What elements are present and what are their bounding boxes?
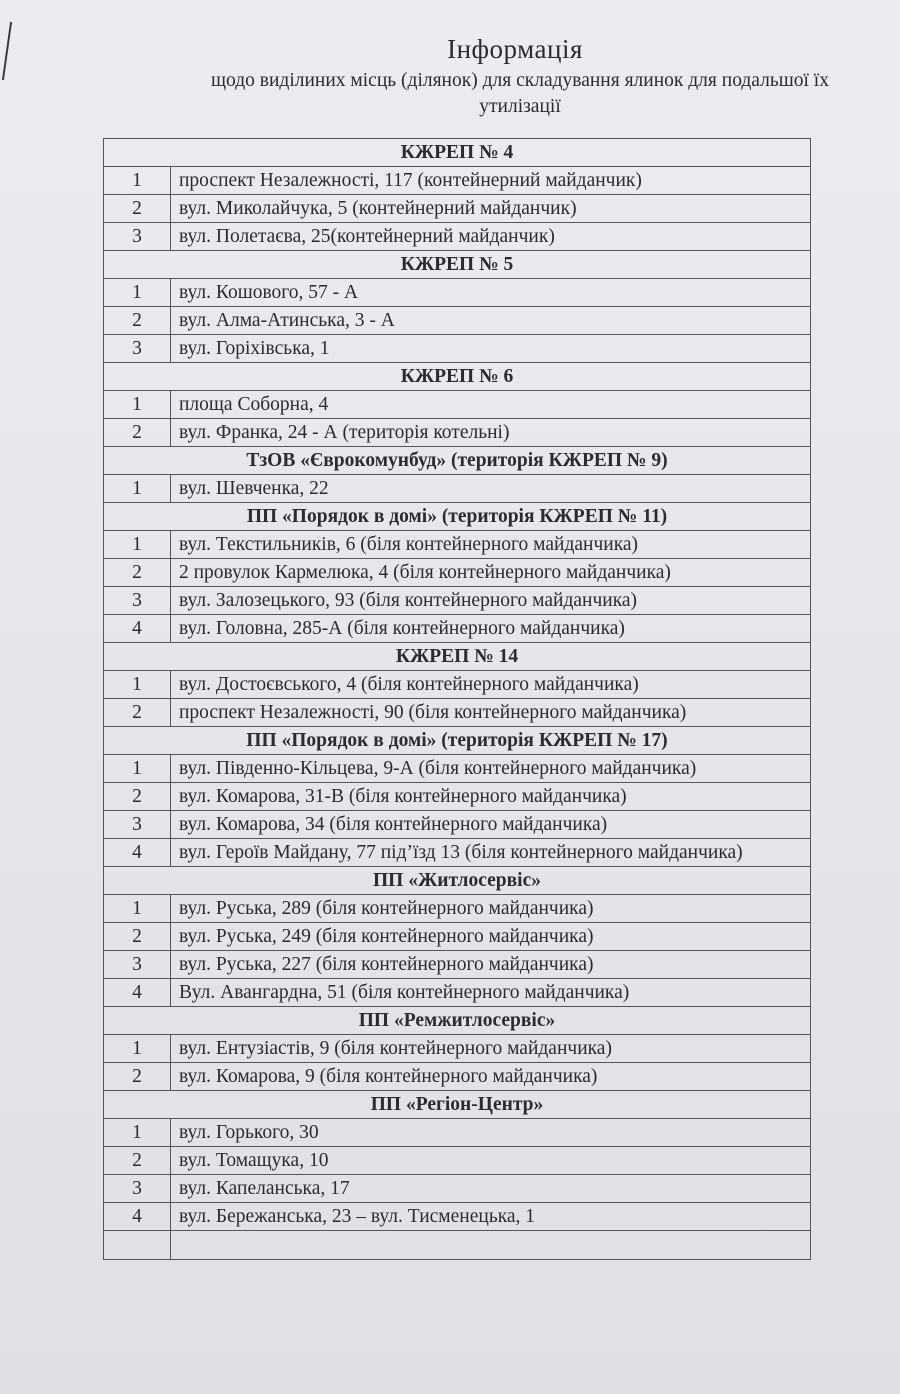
section-heading: ПП «Порядок в домі» (територія КЖРЕП № 11) (104, 503, 811, 531)
row-number: 1 (104, 167, 171, 195)
table-row (104, 895, 811, 923)
table-row (104, 1119, 811, 1147)
table-row (104, 811, 811, 839)
table-row (104, 615, 811, 643)
row-address: площа Соборна, 4 (171, 391, 811, 419)
row-number: 4 (104, 979, 171, 1007)
table-row (104, 391, 811, 419)
table-row (104, 279, 811, 307)
row-number: 2 (104, 195, 171, 223)
row-number: 1 (104, 755, 171, 783)
table-row (104, 1035, 811, 1063)
section-header-row (104, 363, 811, 391)
row-number: 1 (104, 531, 171, 559)
document-title: Інформація (447, 34, 583, 64)
row-number: 3 (104, 1175, 171, 1203)
row-address: вул. Південно-Кільцева, 9-А (біля контейнерного майданчика) (171, 755, 811, 783)
row-address: вул. Комарова, 31-В (біля контейнерного майданчика) (171, 783, 811, 811)
row-address: вул. Залозецького, 93 (біля контейнерного майданчика) (171, 587, 811, 615)
row-number: 2 (104, 699, 171, 727)
row-address: вул. Кошового, 57 - А (171, 279, 811, 307)
table-row (104, 839, 811, 867)
row-number: 2 (104, 1063, 171, 1091)
row-number: 4 (104, 839, 171, 867)
row-address: вул. Горького, 30 (171, 1119, 811, 1147)
row-address: Вул. Авангардна, 51 (біля контейнерного майданчика) (171, 979, 811, 1007)
section-header-row (104, 503, 811, 531)
row-number: 3 (104, 223, 171, 251)
section-heading: ПП «Ремжитлосервіс» (104, 1007, 811, 1035)
table-row (104, 475, 811, 503)
section-heading: КЖРЕП № 5 (104, 251, 811, 279)
table-row (104, 335, 811, 363)
section-heading: КЖРЕП № 4 (104, 139, 811, 167)
row-address: вул. Руська, 227 (біля контейнерного майданчика) (171, 951, 811, 979)
row-number: 1 (104, 475, 171, 503)
row-number: 1 (104, 279, 171, 307)
table-row (104, 1147, 811, 1175)
section-header-row (104, 727, 811, 755)
section-heading: ТзОВ «Єврокомунбуд» (територія КЖРЕП № 9) (104, 447, 811, 475)
row-address: вул. Алма-Атинська, 3 - А (171, 307, 811, 335)
row-number: 3 (104, 951, 171, 979)
section-header-row (104, 447, 811, 475)
section-header-row (104, 867, 811, 895)
row-number: 1 (104, 671, 171, 699)
row-number: 2 (104, 419, 171, 447)
row-address: проспект Незалежності, 117 (контейнерний майданчик) (171, 167, 811, 195)
row-address: вул. Руська, 249 (біля контейнерного майданчика) (171, 923, 811, 951)
table-row (104, 783, 811, 811)
row-address: 2 провулок Кармелюка, 4 (біля контейнерного майданчика) (171, 559, 811, 587)
row-address: вул. Руська, 289 (біля контейнерного майданчика) (171, 895, 811, 923)
section-header-row (104, 1091, 811, 1119)
row-number: 4 (104, 1203, 171, 1231)
row-number: 2 (104, 307, 171, 335)
table-row (104, 699, 811, 727)
table-row (104, 923, 811, 951)
subtitle-line-2: утилізації (479, 96, 561, 117)
row-number: 3 (104, 335, 171, 363)
table-row (104, 1063, 811, 1091)
table-row (104, 587, 811, 615)
section-header-row (104, 643, 811, 671)
row-address: вул. Капеланська, 17 (171, 1175, 811, 1203)
row-address: вул. Миколайчука, 5 (контейнерний майданчик) (171, 195, 811, 223)
document-subtitle (140, 68, 900, 120)
table-row (104, 419, 811, 447)
row-number: 1 (104, 895, 171, 923)
table-row (104, 559, 811, 587)
table-row (104, 307, 811, 335)
row-address: вул. Ентузіастів, 9 (біля контейнерного майданчика) (171, 1035, 811, 1063)
section-heading: ПП «Житлосервіс» (104, 867, 811, 895)
row-address: вул. Шевченка, 22 (171, 475, 811, 503)
section-header-row (104, 139, 811, 167)
row-address: проспект Незалежності, 90 (біля контейнерного майданчика) (171, 699, 811, 727)
locations-table (103, 138, 811, 1260)
row-address: вул. Томащука, 10 (171, 1147, 811, 1175)
row-number: 2 (104, 559, 171, 587)
row-address: вул. Головна, 285-А (біля контейнерного майданчика) (171, 615, 811, 643)
table-row (104, 951, 811, 979)
section-heading: КЖРЕП № 6 (104, 363, 811, 391)
row-address: вул. Комарова, 34 (біля контейнерного майданчика) (171, 811, 811, 839)
table-row (104, 671, 811, 699)
section-heading: ПП «Порядок в домі» (територія КЖРЕП № 17) (104, 727, 811, 755)
row-address: вул. Героїв Майдану, 77 під’їзд 13 (біля контейнерного майданчика) (171, 839, 811, 867)
section-heading: ПП «Регіон-Центр» (104, 1091, 811, 1119)
empty-cell (171, 1231, 811, 1260)
row-number: 1 (104, 1119, 171, 1147)
table-row (104, 1203, 811, 1231)
row-address: вул. Текстильників, 6 (біля контейнерного майданчика) (171, 531, 811, 559)
row-number: 3 (104, 811, 171, 839)
table-row (104, 1175, 811, 1203)
table-row (104, 167, 811, 195)
table-row (104, 223, 811, 251)
row-address: вул. Комарова, 9 (біля контейнерного майданчика) (171, 1063, 811, 1091)
row-address: вул. Горіхівська, 1 (171, 335, 811, 363)
row-address: вул. Достоєвського, 4 (біля контейнерного майданчика) (171, 671, 811, 699)
row-number: 1 (104, 1035, 171, 1063)
table-row (104, 531, 811, 559)
table-row (104, 979, 811, 1007)
table-row (104, 195, 811, 223)
row-number: 1 (104, 391, 171, 419)
empty-cell (104, 1231, 171, 1260)
subtitle-line-1: щодо виділиних місць (ділянок) для складування ялинок для подальшої їх (211, 70, 829, 91)
empty-row (104, 1231, 811, 1260)
section-header-row (104, 251, 811, 279)
row-number: 2 (104, 923, 171, 951)
table-row (104, 755, 811, 783)
row-address: вул. Франка, 24 - А (територія котельні) (171, 419, 811, 447)
section-header-row (104, 1007, 811, 1035)
row-number: 2 (104, 1147, 171, 1175)
row-number: 3 (104, 587, 171, 615)
section-heading: КЖРЕП № 14 (104, 643, 811, 671)
row-number: 4 (104, 615, 171, 643)
row-address: вул. Полетаєва, 25(контейнерний майданчик) (171, 223, 811, 251)
row-number: 2 (104, 783, 171, 811)
row-address: вул. Бережанська, 23 – вул. Тисменецька, 1 (171, 1203, 811, 1231)
